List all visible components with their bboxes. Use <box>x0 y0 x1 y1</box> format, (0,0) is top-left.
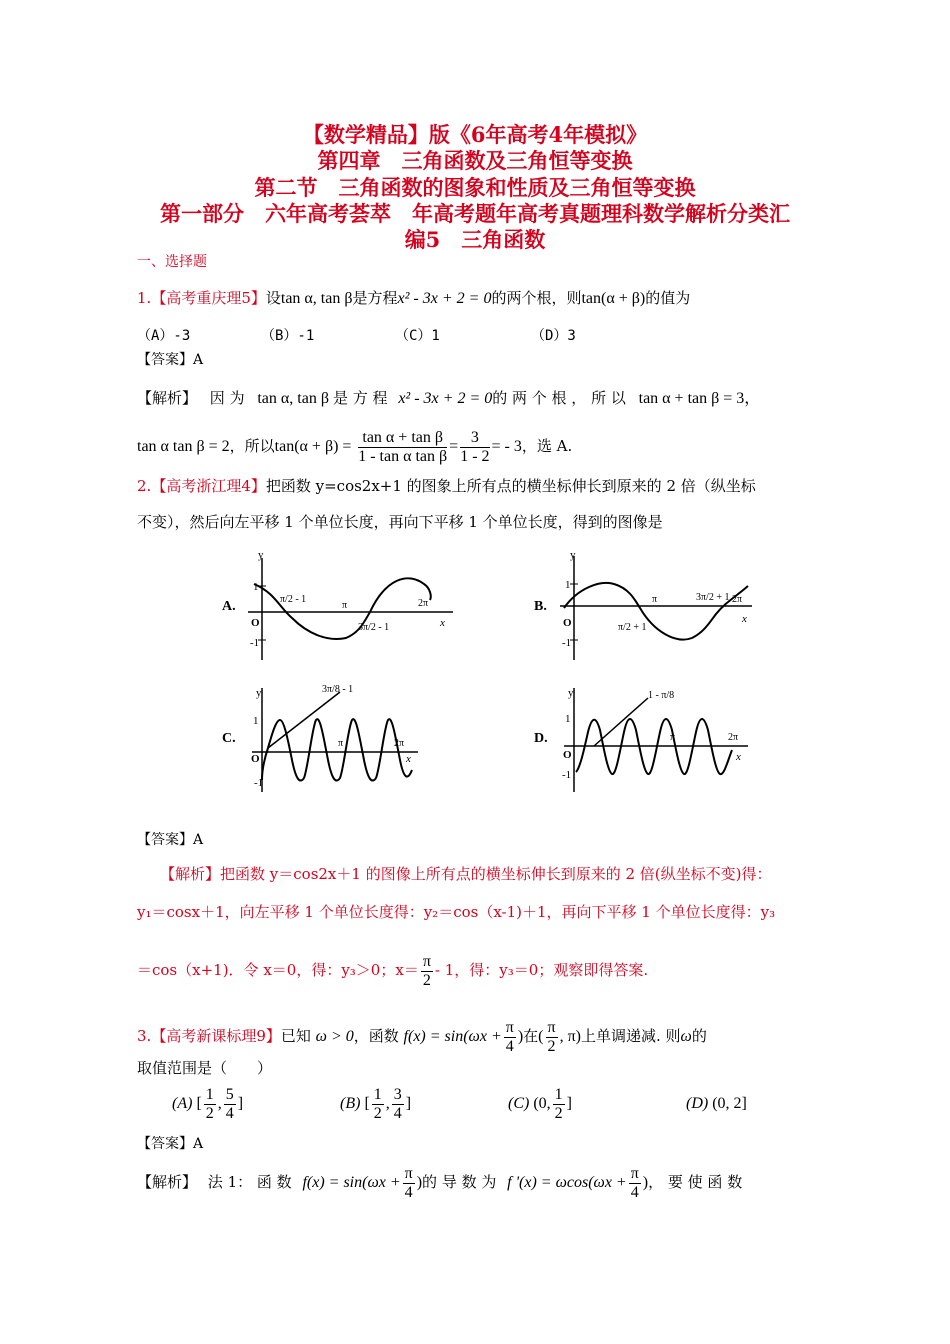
graph-b-y: y <box>570 549 576 561</box>
graph-c-label: C. <box>222 731 236 746</box>
graph-d <box>530 680 780 798</box>
q3-func-close: ) <box>517 1028 524 1045</box>
q1-jiexi-vars: tan α, tan β <box>257 390 329 407</box>
q1-stem <box>137 288 690 309</box>
q3-jiexi-fraction-1 <box>403 1165 415 1202</box>
q1-text-c: 的两个根，则 <box>491 289 582 307</box>
q1-lhs: tan(α + β) = <box>274 438 352 455</box>
graph-b-x: x <box>742 613 747 625</box>
q1-jiexi-label: 【解析】 <box>137 389 198 407</box>
q3-stem-a: 已知 <box>280 1027 311 1045</box>
graph-a <box>218 548 468 666</box>
q3-stem-b: ，函数 <box>353 1027 399 1045</box>
q3-stem-line1 <box>137 1016 707 1057</box>
q1-equation: x² - 3x + 2 = 0 <box>397 290 492 307</box>
graph-d-pointer-line <box>594 698 648 746</box>
q3-opt-b-n1: 1 <box>373 1085 382 1103</box>
q3-jiexi-a: 法 1： 函 数 <box>207 1173 292 1191</box>
q3-opt-d-label: (D) <box>686 1095 709 1112</box>
graph-b-ann1: π/2 + 1 <box>618 622 647 633</box>
graph-d-y: y <box>568 687 574 699</box>
q3-option-c <box>508 1084 572 1124</box>
q1-number: 1. <box>137 289 152 307</box>
q3-jiexi-den2: 4 <box>630 1183 639 1201</box>
q3-jiexi-c: ， 要 使 函 数 <box>648 1173 743 1191</box>
q1-jiexi-eq: x² - 3x + 2 = 0 <box>398 390 493 407</box>
graph-d-y1: 1 <box>565 713 571 725</box>
q1-target: tan(α + β) <box>581 290 646 307</box>
graph-d-ann1: 1 - π/8 <box>648 690 675 701</box>
q3-interval-num: π <box>547 1018 556 1036</box>
graph-d-ann4: 2π <box>728 732 739 743</box>
title-line-1: 【数学精品】版《6年高考4年模拟》 <box>302 122 648 147</box>
q2-source: 【高考浙江理4】 <box>151 477 266 495</box>
q1-option-c: （C）1 <box>395 328 440 344</box>
graph-d-x: x <box>736 751 741 763</box>
graph-a-y1: 1 <box>253 581 259 593</box>
q3-opt-b-d1: 2 <box>373 1104 382 1122</box>
q1-frac2-den: 1 - 2 <box>460 447 490 465</box>
graph-a-ym1: -1 <box>250 637 260 649</box>
q1-frac1-den: 1 - tan α tan β <box>358 447 448 465</box>
q3-interval-den: 2 <box>547 1037 556 1055</box>
title-line-2: 第四章 三角函数及三角恒等变换 <box>317 148 633 173</box>
graph-c-ann1: 3π/8 - 1 <box>322 684 354 695</box>
q3-opt-a-label: (A) <box>172 1095 193 1112</box>
q3-opt-c-d: 2 <box>554 1104 563 1122</box>
q1-option-a: （A）-3 <box>137 328 191 344</box>
q3-condition: ω > 0 <box>315 1028 354 1045</box>
graph-b-ann4: 2π <box>732 594 743 605</box>
q1-jiexi-b: 是 方 程 <box>332 389 388 407</box>
graph-d-label: D. <box>534 731 548 746</box>
q3-omega: ω <box>680 1028 692 1045</box>
q3-opt-c-label: (C) <box>508 1095 530 1112</box>
q3-jiexi-fraction-2 <box>629 1165 641 1202</box>
q2-number: 2. <box>137 477 152 495</box>
q3-stem-e: 的 <box>691 1027 707 1045</box>
q1-explanation-line1 <box>137 388 760 409</box>
q3-jiexi-close1: ) <box>416 1174 423 1191</box>
q3-jiexi-num1: π <box>404 1164 413 1182</box>
q3-opt-b-n2: 3 <box>393 1085 402 1103</box>
q2-stem-line2: 不变），然后向左平移 1 个单位长度，再向下平移 1 个单位长度，得到的图像是 <box>137 513 663 531</box>
q3-answer: 【答案】A <box>137 1136 204 1152</box>
graph-b-origin: O <box>563 617 572 629</box>
q2-solution-line3 <box>137 950 648 990</box>
q1-option-d: （D）3 <box>531 328 576 344</box>
q3-jiexi-label: 【解析】 <box>137 1173 198 1191</box>
q1-suoyi: ，所以 <box>229 437 275 455</box>
graph-b-y1: 1 <box>565 579 571 591</box>
q3-opt-a-n1: 1 <box>205 1085 214 1103</box>
graph-a-origin: O <box>251 617 260 629</box>
graph-c-y: y <box>256 687 262 699</box>
graph-a-x: x <box>440 617 445 629</box>
q3-func-num: π <box>505 1018 514 1036</box>
q3-func-den: 4 <box>505 1037 514 1055</box>
q3-opt-d-val: (0, 2] <box>712 1095 747 1112</box>
q1-vars: tan α, tan β <box>280 290 353 307</box>
q3-jiexi-fp: f '(x) = ωcos(ωx + <box>507 1174 627 1191</box>
graph-a-ann3: 3π/2 - 1 <box>358 622 390 633</box>
q1-fraction-2 <box>460 429 489 466</box>
q2-sol3-fraction <box>421 953 433 990</box>
title-line-3: 第二节 三角函数的图象和性质及三角恒等变换 <box>254 175 696 200</box>
graph-b-ann3: 3π/2 + 1 <box>696 592 730 603</box>
q2-sol3b: - 1，得：y₃＝0；观察即得答案. <box>434 961 649 979</box>
graph-a-label: A. <box>222 599 236 614</box>
q1-sum: tan α + tan β = 3， <box>638 390 761 407</box>
q1-explanation-line2: tan α tan β = 2，所以tan(α + β) = $\frac{\text{tan α + tan β}}{\text{1 - tan α tan β}}$ = $\frac{3}{1 - 2}$ = - 3，选 A. <box>137 428 573 465</box>
q2-sol1: 把函数 y＝cos2x＋1 的图像上所有点的横坐标伸长到原来的 2 倍(纵坐标不变)得： <box>220 865 772 883</box>
graph-c-x: x <box>406 753 411 765</box>
q3-jiexi-b: 的 导 数 为 <box>422 1173 497 1191</box>
q3-stem-d: 上单调递减. 则 <box>580 1027 681 1045</box>
q3-explanation <box>137 1162 742 1203</box>
q2-sol3a: ＝cos（x+1)．令 x＝0，得：y₃＞0；x＝ <box>137 961 419 979</box>
q3-interval-close: , π) <box>559 1028 581 1045</box>
q3-jiexi-close2: ) <box>642 1174 649 1191</box>
q3-opt-c-b: ] <box>566 1095 572 1112</box>
q2-sol3-num: π <box>422 952 431 970</box>
q3-jiexi-den1: 4 <box>404 1183 413 1201</box>
q1-choose: ，选 A. <box>521 437 573 455</box>
q3-option-a: (A) [ $\frac{1}{2}$ , $\frac{5}{4}$ ] <box>172 1085 244 1122</box>
graph-c-ym1: -1 <box>254 777 264 789</box>
q1-frac2-num: 3 <box>460 429 489 448</box>
q3-jiexi-f: f(x) = sin(ωx + <box>302 1174 401 1191</box>
q3-opt-a-n2: 5 <box>225 1085 234 1103</box>
q2-sol3-den: 2 <box>422 971 431 989</box>
q1-option-b: （B）-1 <box>261 328 315 344</box>
q3-func-fraction <box>504 1019 516 1056</box>
q3-stem-line2: 取值范围是（ ） <box>137 1059 273 1077</box>
q2-answer: 【答案】A <box>137 832 204 848</box>
q1-fraction-1 <box>358 429 447 466</box>
q2-solution-line2: y₁＝cosx＋1，向左平移 1 个单位长度得：y₂＝cos（x-1)＋1，再向下平移 1 个单位长度得：y₃ <box>137 903 776 921</box>
graph-b <box>530 548 780 666</box>
q3-opt-b-label: (B) <box>340 1095 361 1112</box>
graph-d-origin: O <box>563 749 572 761</box>
graph-c <box>218 680 468 798</box>
graph-c-y1: 1 <box>253 715 259 727</box>
q2-solution-line1 <box>160 864 772 884</box>
graph-b-label: B. <box>534 599 547 614</box>
graph-a-ann1: π/2 - 1 <box>280 594 307 605</box>
q3-jiexi-num2: π <box>630 1164 639 1182</box>
graph-d-ym1: -1 <box>562 769 572 781</box>
q3-source: 【高考新课标理9】 <box>151 1027 281 1045</box>
q3-opt-b-d2: 4 <box>393 1104 402 1122</box>
title-line-5: 编5 三角函数 <box>404 227 546 252</box>
q3-opt-a-d2: 4 <box>225 1104 234 1122</box>
q1-jiexi-c: 的 两 个 根 ， 所 以 <box>492 389 626 407</box>
graph-b-ym1: -1 <box>562 637 572 649</box>
q3-stem-c: 在 <box>523 1027 539 1045</box>
q1-jiexi-a: 因 为 <box>209 389 245 407</box>
q1-frac1-num: tan α + tan β <box>358 429 447 448</box>
graph-c-curve <box>262 719 412 780</box>
q1-source: 【高考重庆理5】 <box>151 289 266 307</box>
q3-interval-fraction <box>546 1019 558 1056</box>
q3-opt-a-d1: 2 <box>205 1104 214 1122</box>
q3-option-d <box>686 1094 747 1114</box>
q1-result: = - 3 <box>491 438 522 455</box>
section-heading: 一、选择题 <box>137 254 207 270</box>
graph-c-origin: O <box>251 753 260 765</box>
graph-a-ann4: 2π <box>418 598 429 609</box>
q1-prod: tan α tan β = 2 <box>137 438 230 455</box>
graph-c-ann2: π <box>338 738 344 749</box>
title-line-4: 第一部分 六年高考荟萃 年高考题年高考真题理科数学解析分类汇 <box>160 201 790 226</box>
q3-opt-c-a: (0, <box>533 1095 551 1112</box>
q1-answer: 【答案】A <box>137 352 204 368</box>
graph-d-ann2: π <box>670 732 676 743</box>
q2-stem-text1: 把函数 y=cos2x+1 的图象上所有点的横坐标伸长到原来的 2 倍（纵坐标 <box>265 477 756 495</box>
q1-text-b: 是方程 <box>352 289 398 307</box>
graph-a-ann2: π <box>342 600 348 611</box>
q1-text-d: 的值为 <box>645 289 691 307</box>
q3-number: 3. <box>137 1027 152 1045</box>
q3-option-b: (B) [ $\frac{1}{2}$ , $\frac{3}{4}$ ] <box>340 1085 412 1122</box>
graph-a-y: y <box>258 549 264 561</box>
q3-interval-open: ( <box>538 1028 544 1045</box>
q2-sol-label: 【解析】 <box>160 865 221 883</box>
q1-text-a: 设 <box>265 289 281 307</box>
graph-b-ann2: π <box>652 594 658 605</box>
graph-c-ann4: 2π <box>394 738 405 749</box>
q3-function: f(x) = sin(ωx + <box>403 1028 502 1045</box>
q2-stem-line1 <box>137 476 756 496</box>
q3-opt-c-n: 1 <box>554 1085 563 1103</box>
